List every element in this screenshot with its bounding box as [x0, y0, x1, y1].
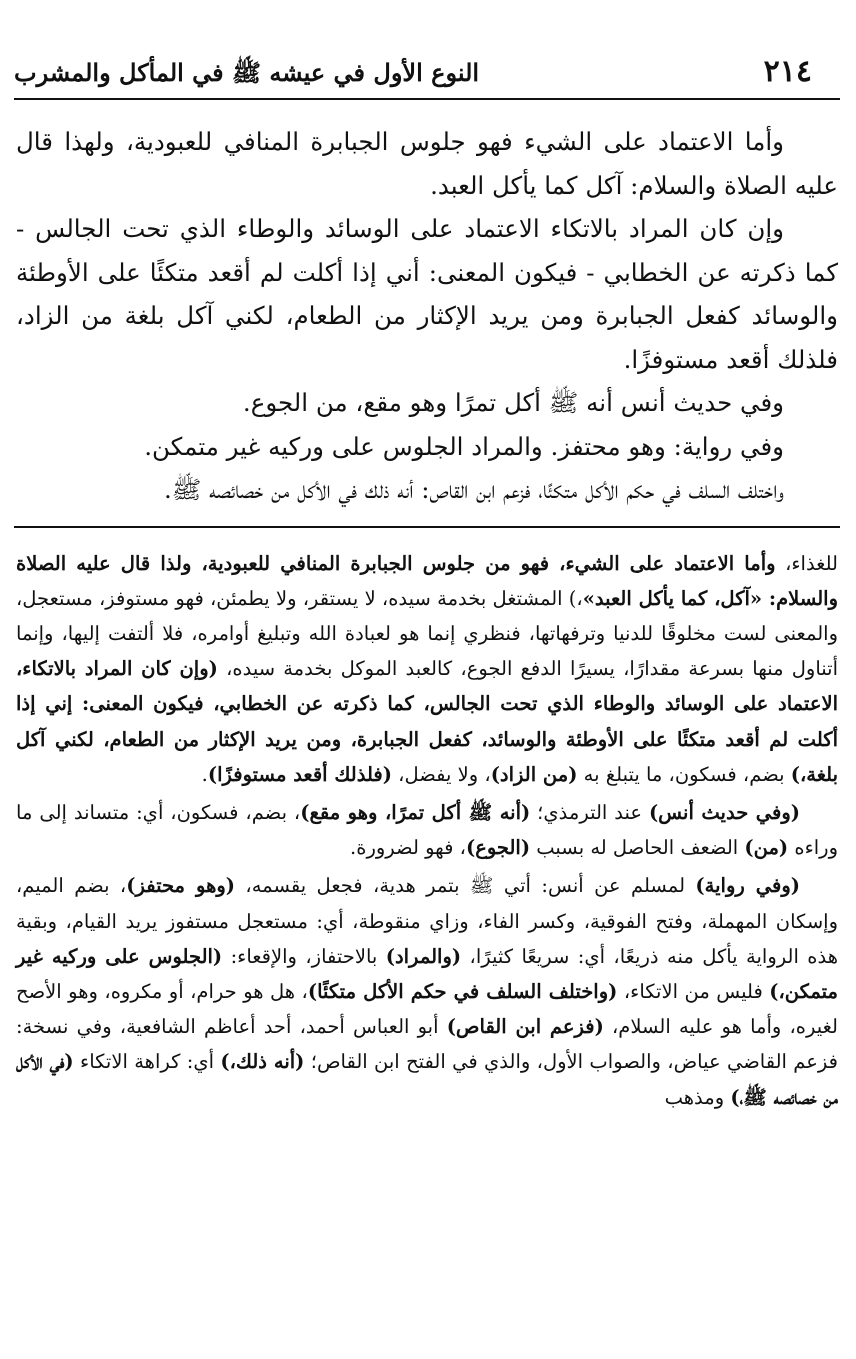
quoted-main-text: وأما الاعتماد على الشيء، فهو من جلوس الجبابرة المنافي للعبودية، ولذا قال عليه الصلاة والسلام: «آكل، كما يأكل العبد»: [16, 551, 838, 610]
book-page: [14, 52, 840, 1118]
commentary-segment: .: [201, 762, 208, 786]
commentary-segment: للغذاء،: [775, 551, 838, 575]
page-header: [14, 52, 840, 100]
quoted-main-text: (وإن كان المراد بالاتكاء، الاعتماد على الوسائد والوطاء الذي تحت الجالس، كما ذكرته عن الخطابي، فيكون المعنى: إني إذا أكلت لم أقعد متكئًا على الأوطئة والوسائد، كفعل الجبابرة، ومن يريد الإكثار من الطعام، لكني آكل بلغة،): [16, 657, 838, 786]
commentary-segment: فليس من الاتكاء،: [617, 979, 770, 1003]
quoted-main-text: (فزعم ابن القاص): [446, 1015, 604, 1039]
quoted-main-text: (من): [744, 836, 789, 860]
commentary-paragraph: [16, 546, 838, 792]
commentary-segment: أبو العباس أحمد، أحد أعاظم الشافعية، وفي نسخة: فزعم القاضي عياض، والصواب الأول، والذي في الفتح ابن القاص؛: [16, 1015, 838, 1074]
quoted-main-text: (أنه ذلك،): [220, 1050, 305, 1074]
commentary-segment: لمسلم عن أنس: أتي ﷺ بتمر هدية، فجعل يقسمه،: [235, 874, 696, 898]
commentary-paragraph: [16, 795, 838, 865]
quoted-main-text: (الجوع): [465, 836, 531, 860]
commentary-segment: ، بضم الميم، وإسكان المهملة، وفتح الفوقية، وكسر الفاء، وزاي منقوطة، أي: مستعجل مستفوز يريد القيام، وبقية هذه الرواية يأكل منه ذريعًا، أي: سريعًا كثيرًا،: [16, 874, 839, 968]
commentary-paragraph: [16, 868, 838, 1114]
quoted-main-text: (وفي رواية): [695, 874, 801, 898]
commentary-segment: عند الترمذي؛: [530, 800, 649, 824]
commentary-segment: ، هل هو حرام، أو مكروه، وهو الأصح لغيره، وأما هو عليه السلام،: [16, 979, 838, 1039]
page-number: ٢١٤: [763, 54, 812, 89]
commentary-text: [14, 546, 840, 1115]
main-paragraph: وفي رواية: وهو محتفز. والمراد الجلوس على وركيه غير متمكن.: [144, 431, 784, 461]
commentary-segment: بالاحتفاز، والإقعاء:: [222, 944, 386, 968]
main-paragraph: وإن كان المراد بالاتكاء الاعتماد على الوسائد والوطاء الذي تحت الجالس - كما ذكرته عن الخطابي - فيكون المعنى: أني إذا أكلت لم أقعد متكئًا على الأوطئة والوسائد كفعل الجبابرة ومن يريد الإكثار من الطعام، لكني آكل بلغة من الزاد، فلذلك أقعد مستوفزًا.: [16, 214, 838, 374]
quoted-main-text: (في الأكل من خصائصه ﷺ،): [16, 1050, 838, 1109]
section-divider: [14, 526, 840, 528]
quoted-main-text: (من الزاد): [490, 762, 578, 786]
quoted-main-text: (والمراد): [385, 944, 462, 968]
commentary-segment: ، ولا يفضل،: [391, 762, 491, 786]
main-text: [14, 120, 840, 512]
commentary-segment: ومذهب: [664, 1085, 731, 1109]
commentary-segment: ، فهو لضرورة.: [350, 836, 466, 860]
main-paragraph: وأما الاعتماد على الشيء فهو جلوس الجبابرة المنافي للعبودية، ولهذا قال عليه الصلاة والسلام: آكل كما يأكل العبد.: [16, 127, 838, 200]
commentary-segment: ،) المشتغل بخدمة سيده، لا يستقر، ولا يطمئن، فهو مستوفز، مستعجل، والمعنى لست مخلوقًا للدنيا وترفهاتها، فنظري إنما هو لعبادة الله وتبليغ أوامره، فلا ألتفت إليها، وإنما أتناول منها بسرعة مقدارًا، يسيرًا الدفع الجوع، كالعبد الموكل بخدمة سيده،: [16, 586, 838, 681]
quoted-main-text: (فلذلك أقعد مستوفزًا): [207, 762, 392, 786]
running-title: النوع الأول في عيشه ﷺ في المأكل والمشرب: [14, 58, 480, 87]
quoted-main-text: (واختلف السلف في حكم الأكل متكئًا): [307, 979, 618, 1003]
quoted-main-text: (أنه ﷺ أكل تمرًا، وهو مقع): [300, 800, 531, 824]
commentary-segment: ، بضم، فسكون، أي: متساند إلى ما وراءه: [16, 800, 838, 860]
quoted-main-text: (الجلوس على وركيه غير متمكن،): [16, 944, 838, 1003]
commentary-segment: بضم، فسكون، ما يتبلغ به: [577, 762, 791, 786]
commentary-segment: أي: كراهة الاتكاء: [73, 1050, 221, 1074]
commentary-segment: الضعف الحاصل له بسبب: [530, 836, 745, 860]
quoted-main-text: (وفي حديث أنس): [648, 800, 800, 824]
main-paragraph: وفي حديث أنس أنه ﷺ أكل تمرًا وهو مقع، من الجوع.: [242, 388, 784, 417]
main-paragraph: واختلف السلف في حكم الأكل متكئًا، فزعم ابن القاص: أنه ذلك في الأكل من خصائصه ﷺ.: [163, 475, 784, 504]
quoted-main-text: (وهو محتفز): [126, 874, 236, 898]
